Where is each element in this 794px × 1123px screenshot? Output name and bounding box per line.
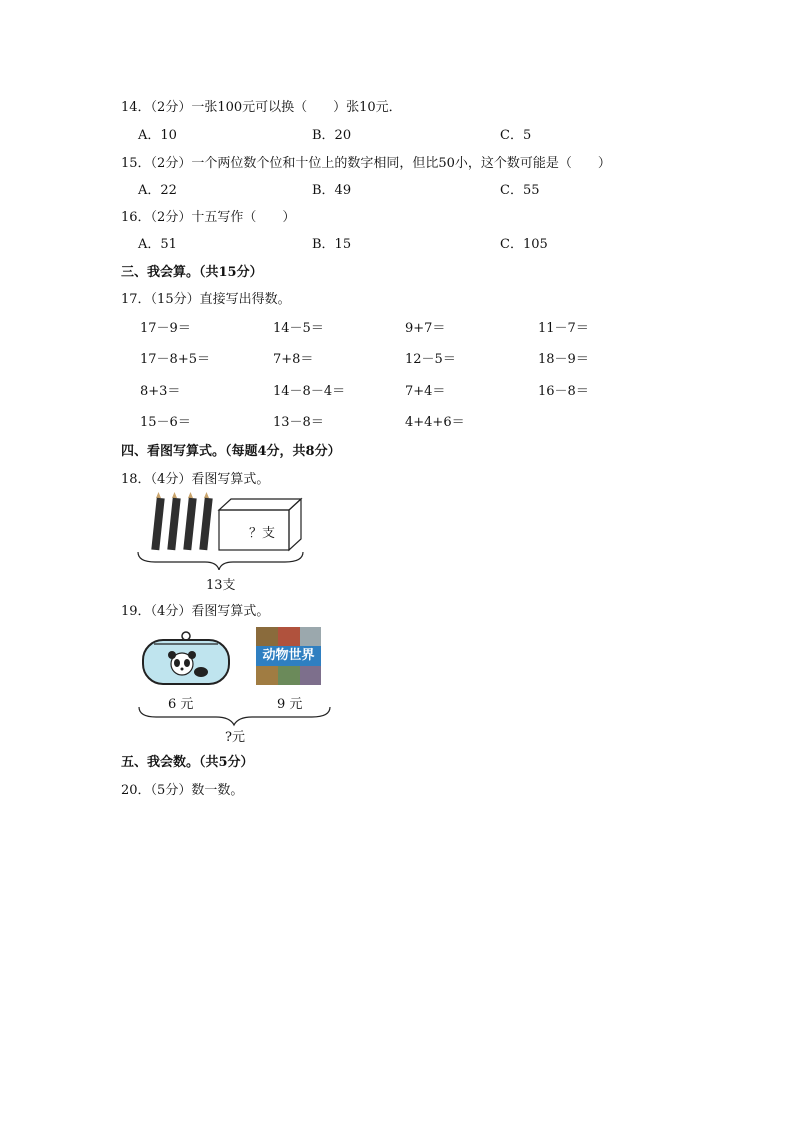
calc-item: 17－9＝ — [140, 321, 191, 336]
q15-option-c[interactable]: C．55 — [500, 183, 540, 198]
calc-item: 13－8＝ — [273, 415, 324, 430]
book-cover — [256, 627, 321, 685]
q15-stem: 15．（2分）一个两位数个位和十位上的数字相同，但比50小，这个数可能是（ ） — [121, 156, 611, 171]
q15-option-b[interactable]: B．49 — [312, 183, 352, 198]
calc-item: 17－8+5＝ — [140, 352, 210, 367]
q14-option-a[interactable]: A．10 — [138, 128, 177, 143]
q19-price-case: 6 元 — [168, 697, 194, 712]
pencil-icon — [183, 492, 196, 550]
calc-item: 7+4＝ — [405, 384, 446, 399]
q14-option-b[interactable]: B．20 — [312, 128, 352, 143]
q16-option-a[interactable]: A．51 — [138, 237, 177, 252]
q16-stem: 16．（2分）十五写作（ ） — [121, 210, 296, 225]
book-photo — [300, 627, 321, 647]
book-photo — [278, 627, 300, 647]
q19-stem: 19．（4分）看图写算式。 — [121, 604, 270, 619]
q15-option-a[interactable]: A．22 — [138, 183, 177, 198]
q18-total: 13支 — [206, 578, 236, 593]
calc-item: 4+4+6＝ — [405, 415, 465, 430]
book-title: 动物世界 — [262, 648, 315, 663]
pencil-icon — [167, 492, 180, 550]
brace-icon — [138, 552, 303, 570]
calc-item: 12－5＝ — [405, 352, 456, 367]
q16-option-b[interactable]: B．15 — [312, 237, 352, 252]
q16-option-c[interactable]: C．105 — [500, 237, 548, 252]
q18-figure — [135, 490, 320, 570]
book-photo — [278, 666, 300, 685]
q18-box-label: ？支 — [249, 526, 276, 541]
calc-item: 18－9＝ — [538, 352, 589, 367]
section4-title: 四、看图写算式。（每题4分，共8分） — [121, 444, 341, 459]
calc-item: 15－6＝ — [140, 415, 191, 430]
pencil-icon — [199, 492, 212, 550]
section5-title: 五、我会数。（共5分） — [121, 755, 254, 770]
q19-price-book: 9 元 — [277, 697, 303, 712]
pencil-case-icon — [140, 630, 232, 686]
section3-title: 三、我会算。（共15分） — [121, 265, 263, 280]
calc-item: 7+8＝ — [273, 352, 314, 367]
calc-item: 14－5＝ — [273, 321, 324, 336]
q18-stem: 18．（4分）看图写算式。 — [121, 472, 270, 487]
pencils-group — [151, 492, 212, 550]
q14-stem: 14．（2分）一张100元可以换（ ）张10元． — [121, 100, 402, 115]
calc-item: 16－8＝ — [538, 384, 589, 399]
pencil-icon — [151, 492, 164, 550]
calc-item: 9+7＝ — [405, 321, 446, 336]
q20-stem: 20．（5分）数一数。 — [121, 783, 244, 798]
calc-item: 8+3＝ — [140, 384, 181, 399]
calc-item: 11－7＝ — [538, 321, 589, 336]
calc-item: 14－8－4＝ — [273, 384, 346, 399]
q19-total: ?元 — [225, 730, 245, 745]
q14-option-c[interactable]: C．5 — [500, 128, 532, 143]
brace-icon — [136, 705, 334, 727]
book-photo — [256, 666, 278, 685]
book-photo — [300, 666, 321, 685]
q17-stem: 17．（15分）直接写出得数。 — [121, 292, 291, 307]
